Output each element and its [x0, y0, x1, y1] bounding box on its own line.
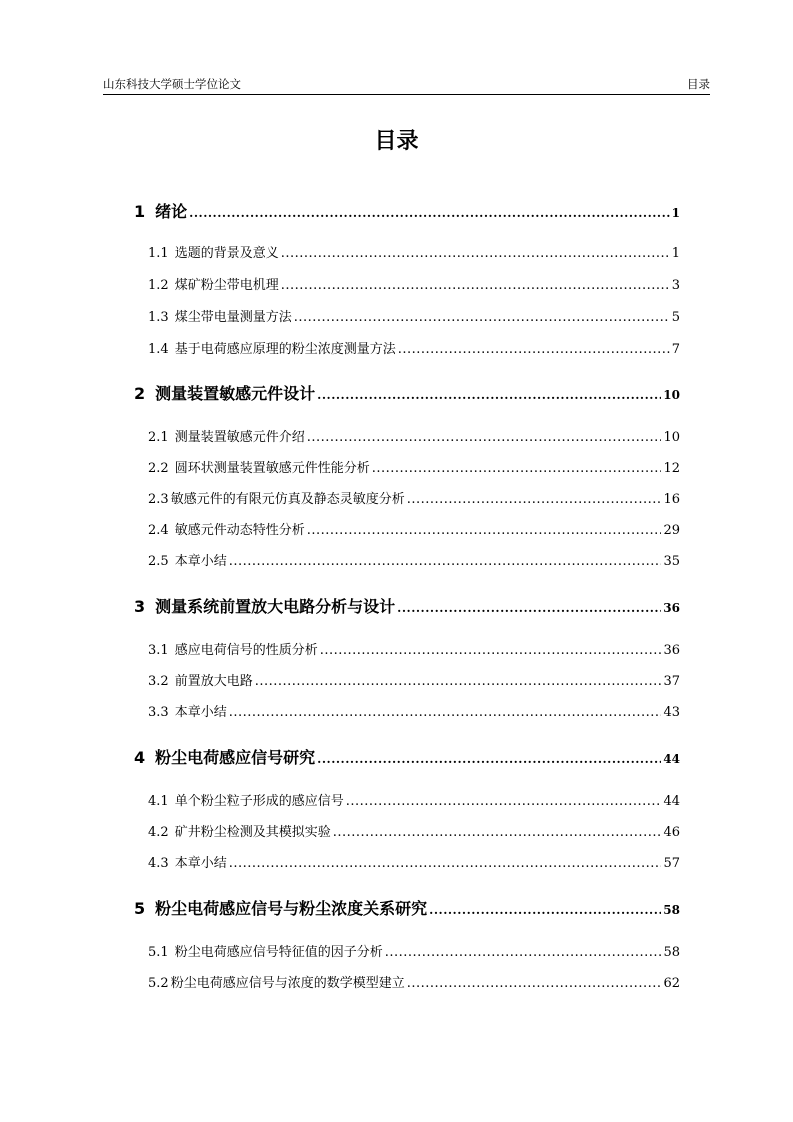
toc-leader [255, 673, 662, 691]
toc-page: 5 [671, 310, 680, 325]
toc-page: 44 [663, 794, 680, 809]
toc-title: 煤尘带电量测量方法 [174, 310, 292, 325]
toc-page: 62 [663, 976, 680, 991]
toc-page: 46 [663, 825, 680, 840]
toc-chapter-5[interactable] [134, 899, 680, 920]
toc-leader [281, 245, 670, 263]
section-header-title: 目录 [687, 77, 710, 91]
toc-page: 29 [663, 523, 680, 538]
toc-number: 5 [134, 899, 146, 918]
toc-title: 煤矿粉尘带电机理 [174, 278, 279, 293]
toc-leader [398, 341, 670, 359]
toc-page: 43 [663, 705, 680, 720]
toc-title: 测量系统前置放大电路分析与设计 [155, 597, 396, 616]
toc-page: 16 [663, 492, 680, 507]
toc-chapter-4[interactable] [134, 748, 680, 769]
toc-leader [229, 553, 662, 571]
toc-title: 前置放大电路 [174, 674, 253, 689]
toc-leader [320, 642, 662, 660]
toc-leader [294, 309, 670, 327]
toc-title: 粉尘电荷感应信号与浓度的数学模型建立 [170, 976, 405, 991]
toc-title: 本章小结 [174, 705, 227, 720]
toc-number: 4.3 [148, 856, 169, 871]
toc-section-3-1[interactable] [148, 642, 680, 660]
toc-page: 58 [663, 903, 680, 917]
toc-page: 37 [663, 674, 680, 689]
toc-section-5-1[interactable] [148, 944, 680, 962]
toc-leader [317, 749, 661, 769]
toc-number: 4.1 [148, 794, 169, 809]
toc-leader [346, 793, 662, 811]
toc-title: 感应电荷信号的性质分析 [174, 643, 318, 658]
toc-number: 1.4 [148, 342, 169, 357]
toc-leader [317, 385, 661, 405]
toc-number: 4.2 [148, 825, 169, 840]
toc-number: 5.1 [148, 945, 169, 960]
toc-section-2-5[interactable] [148, 553, 680, 571]
toc-leader [307, 429, 662, 447]
toc-title: 粉尘电荷感应信号与粉尘浓度关系研究 [155, 899, 428, 918]
toc-title: 敏感元件动态特性分析 [174, 523, 305, 538]
toc-title: 粉尘电荷感应信号研究 [155, 748, 316, 767]
toc-title: 选题的背景及意义 [174, 246, 279, 261]
toc-number: 1.2 [148, 278, 169, 293]
toc-number: 5.2 [148, 976, 169, 991]
toc-section-3-3[interactable] [148, 704, 680, 722]
toc-number: 4 [134, 748, 146, 767]
toc-number: 1.3 [148, 310, 169, 325]
toc-page: 58 [663, 945, 680, 960]
running-header [103, 76, 710, 95]
toc-number: 2.4 [148, 523, 169, 538]
toc-leader [229, 704, 662, 722]
toc-number: 2.1 [148, 430, 169, 445]
toc-title: 粉尘电荷感应信号特征值的因子分析 [174, 945, 383, 960]
toc-number: 3.2 [148, 674, 169, 689]
toc-leader [407, 491, 662, 509]
toc-title: 单个粉尘粒子形成的感应信号 [174, 794, 344, 809]
toc-section-4-3[interactable] [148, 855, 680, 873]
toc-title: 测量装置敏感元件介绍 [174, 430, 305, 445]
toc-page: 12 [663, 461, 680, 476]
toc-chapter-1[interactable] [134, 202, 680, 223]
toc-leader [372, 460, 662, 478]
toc-title: 基于电荷感应原理的粉尘浓度测量方法 [174, 342, 396, 357]
toc-section-1-1[interactable] [148, 245, 680, 263]
toc-number: 2.3 [148, 492, 169, 507]
toc-page: 35 [663, 554, 680, 569]
toc-leader [189, 203, 669, 223]
toc-number: 1 [134, 202, 146, 221]
toc-page: 36 [663, 601, 680, 615]
toc-leader [407, 975, 662, 993]
toc-section-2-1[interactable] [148, 429, 680, 447]
toc-leader [429, 900, 661, 920]
toc-page: 44 [663, 752, 680, 766]
toc-leader [385, 944, 662, 962]
toc-title: 圆环状测量装置敏感元件性能分析 [174, 461, 370, 476]
toc-page: 3 [671, 278, 680, 293]
toc-title: 敏感元件的有限元仿真及静态灵敏度分析 [170, 492, 405, 507]
toc-leader [307, 522, 662, 540]
toc-page: 1 [671, 206, 680, 220]
toc-number: 1.1 [148, 246, 169, 261]
toc-section-4-1[interactable] [148, 793, 680, 811]
toc-title: 本章小结 [174, 856, 227, 871]
toc-section-1-4[interactable] [148, 341, 680, 359]
toc-number: 3.1 [148, 643, 169, 658]
toc-number: 2.2 [148, 461, 169, 476]
toc-title: 绪论 [155, 202, 188, 221]
toc-leader [229, 855, 662, 873]
toc-number: 2 [134, 384, 146, 403]
toc-title: 矿井粉尘检测及其模拟实验 [174, 825, 331, 840]
toc-leader [333, 824, 662, 842]
toc-chapter-2[interactable] [134, 384, 680, 405]
toc-title: 本章小结 [174, 554, 227, 569]
toc-section-2-4[interactable] [148, 522, 680, 540]
toc-section-2-3[interactable] [148, 491, 680, 509]
toc-page: 7 [671, 342, 680, 357]
toc-section-1-3[interactable] [148, 309, 680, 327]
thesis-header-title: 山东科技大学硕士学位论文 [103, 77, 241, 91]
toc-chapter-3[interactable] [134, 597, 680, 618]
toc-page: 1 [671, 246, 680, 261]
toc-title: 测量装置敏感元件设计 [155, 384, 316, 403]
toc-page: 36 [663, 643, 680, 658]
toc-leader [397, 598, 661, 618]
toc-leader [281, 277, 670, 295]
toc-section-3-2[interactable] [148, 673, 680, 691]
toc-section-5-2[interactable] [148, 975, 680, 993]
toc-section-2-2[interactable] [148, 460, 680, 478]
page-title: 目录 [374, 129, 419, 154]
toc-number: 3 [134, 597, 146, 616]
toc-section-1-2[interactable] [148, 277, 680, 295]
toc-number: 2.5 [148, 554, 169, 569]
toc-page: 10 [663, 430, 680, 445]
toc-page: 57 [663, 856, 680, 871]
toc-section-4-2[interactable] [148, 824, 680, 842]
toc-number: 3.3 [148, 705, 169, 720]
toc-page: 10 [663, 388, 680, 402]
